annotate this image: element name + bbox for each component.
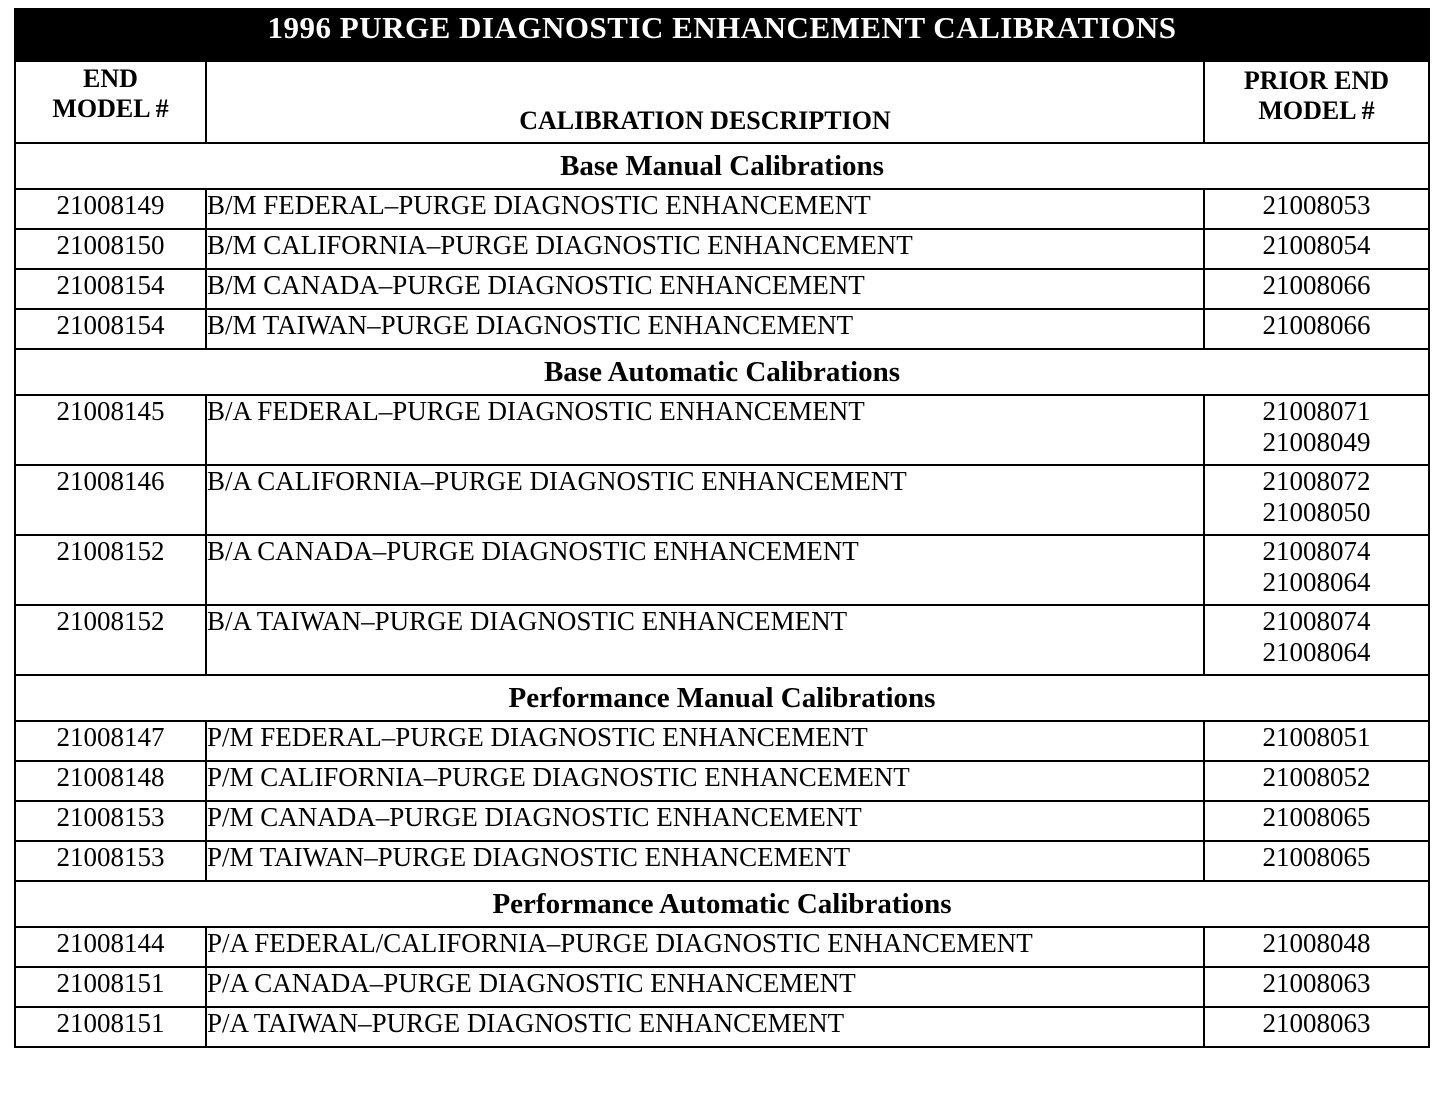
description-cell: B/A FEDERAL–PURGE DIAGNOSTIC ENHANCEMENT (206, 395, 1204, 465)
table-title: 1996 PURGE DIAGNOSTIC ENHANCEMENT CALIBRATIONS (15, 9, 1429, 61)
description-cell: P/M TAIWAN–PURGE DIAGNOSTIC ENHANCEMENT (206, 841, 1204, 881)
table-row (15, 761, 1429, 801)
prior-model-value: 21008052 (1262, 762, 1371, 792)
prior-model-cell (1204, 927, 1429, 967)
prior-model-cell (1204, 605, 1429, 675)
prior-model-cell (1204, 229, 1429, 269)
end-model-cell: 21008146 (15, 465, 206, 535)
description-cell: B/M CANADA–PURGE DIAGNOSTIC ENHANCEMENT (206, 269, 1204, 309)
prior-model-cell (1204, 395, 1429, 465)
prior-model-cell (1204, 269, 1429, 309)
header-description: CALIBRATION DESCRIPTION (206, 61, 1204, 143)
header-end-model (15, 61, 206, 143)
header-end-model-line2: MODEL # (52, 94, 169, 123)
prior-model-cell (1204, 801, 1429, 841)
prior-model-value: 21008074 (1262, 536, 1371, 566)
prior-model-cell (1204, 841, 1429, 881)
prior-model-cell (1204, 1007, 1429, 1047)
section-header-row (15, 143, 1429, 189)
end-model-cell: 21008144 (15, 927, 206, 967)
prior-model-value: 21008063 (1262, 1008, 1371, 1038)
prior-model-value: 21008071 (1262, 396, 1371, 426)
table-row (15, 535, 1429, 605)
table-body (15, 143, 1429, 1047)
table-row (15, 229, 1429, 269)
prior-model-cell (1204, 967, 1429, 1007)
prior-model-value: 21008048 (1262, 928, 1371, 958)
table-row (15, 841, 1429, 881)
description-cell: B/A TAIWAN–PURGE DIAGNOSTIC ENHANCEMENT (206, 605, 1204, 675)
prior-model-value: 21008051 (1262, 722, 1371, 752)
prior-model-value: 21008072 (1262, 466, 1371, 496)
prior-model-cell (1204, 761, 1429, 801)
table-row (15, 189, 1429, 229)
description-cell: B/M TAIWAN–PURGE DIAGNOSTIC ENHANCEMENT (206, 309, 1204, 349)
description-cell: B/A CALIFORNIA–PURGE DIAGNOSTIC ENHANCEMENT (206, 465, 1204, 535)
prior-model-value: 21008049 (1262, 427, 1371, 457)
end-model-cell: 21008151 (15, 967, 206, 1007)
prior-model-cell (1204, 465, 1429, 535)
table-row (15, 395, 1429, 465)
prior-model-value: 21008065 (1262, 802, 1371, 832)
table-row (15, 927, 1429, 967)
end-model-cell: 21008152 (15, 605, 206, 675)
prior-model-value: 21008054 (1262, 230, 1371, 260)
description-cell: B/M CALIFORNIA–PURGE DIAGNOSTIC ENHANCEMENT (206, 229, 1204, 269)
prior-model-value: 21008063 (1262, 968, 1371, 998)
header-end-model-line1: END (83, 64, 138, 93)
section-header-row (15, 349, 1429, 395)
end-model-cell: 21008154 (15, 269, 206, 309)
prior-model-cell (1204, 535, 1429, 605)
end-model-cell: 21008153 (15, 841, 206, 881)
prior-model-value: 21008064 (1262, 637, 1371, 667)
header-prior-line1: PRIOR END (1243, 66, 1390, 95)
description-cell: P/A TAIWAN–PURGE DIAGNOSTIC ENHANCEMENT (206, 1007, 1204, 1047)
table-row (15, 801, 1429, 841)
description-cell: P/A CANADA–PURGE DIAGNOSTIC ENHANCEMENT (206, 967, 1204, 1007)
section-title: Performance Automatic Calibrations (15, 881, 1429, 927)
section-title: Base Automatic Calibrations (15, 349, 1429, 395)
end-model-cell: 21008150 (15, 229, 206, 269)
end-model-cell: 21008154 (15, 309, 206, 349)
prior-model-cell (1204, 309, 1429, 349)
description-cell: P/M CALIFORNIA–PURGE DIAGNOSTIC ENHANCEMENT (206, 761, 1204, 801)
end-model-cell: 21008152 (15, 535, 206, 605)
description-cell: P/M CANADA–PURGE DIAGNOSTIC ENHANCEMENT (206, 801, 1204, 841)
table-row (15, 721, 1429, 761)
section-title: Performance Manual Calibrations (15, 675, 1429, 721)
description-cell: P/A FEDERAL/CALIFORNIA–PURGE DIAGNOSTIC ENHANCEMENT (206, 927, 1204, 967)
prior-model-value: 21008065 (1262, 842, 1371, 872)
description-cell: B/M FEDERAL–PURGE DIAGNOSTIC ENHANCEMENT (206, 189, 1204, 229)
section-header-row (15, 675, 1429, 721)
end-model-cell: 21008149 (15, 189, 206, 229)
table-row (15, 465, 1429, 535)
end-model-cell: 21008145 (15, 395, 206, 465)
title-row (15, 9, 1429, 61)
table-row (15, 1007, 1429, 1047)
prior-model-value: 21008064 (1262, 567, 1371, 597)
end-model-cell: 21008151 (15, 1007, 206, 1047)
prior-model-cell (1204, 721, 1429, 761)
table-row (15, 967, 1429, 1007)
prior-model-value: 21008053 (1262, 190, 1371, 220)
prior-model-value: 21008066 (1262, 270, 1371, 300)
section-title: Base Manual Calibrations (15, 143, 1429, 189)
header-prior-line2: MODEL # (1258, 96, 1375, 125)
calibration-table (14, 8, 1430, 1048)
prior-model-value: 21008074 (1262, 606, 1371, 636)
section-header-row (15, 881, 1429, 927)
header-row (15, 61, 1429, 143)
prior-model-value: 21008066 (1262, 310, 1371, 340)
table-row (15, 269, 1429, 309)
table-row (15, 309, 1429, 349)
end-model-cell: 21008153 (15, 801, 206, 841)
end-model-cell: 21008147 (15, 721, 206, 761)
description-cell: P/M FEDERAL–PURGE DIAGNOSTIC ENHANCEMENT (206, 721, 1204, 761)
end-model-cell: 21008148 (15, 761, 206, 801)
table-row (15, 605, 1429, 675)
prior-model-cell (1204, 189, 1429, 229)
description-cell: B/A CANADA–PURGE DIAGNOSTIC ENHANCEMENT (206, 535, 1204, 605)
header-prior-end-model (1204, 61, 1429, 143)
prior-model-value: 21008050 (1262, 497, 1371, 527)
